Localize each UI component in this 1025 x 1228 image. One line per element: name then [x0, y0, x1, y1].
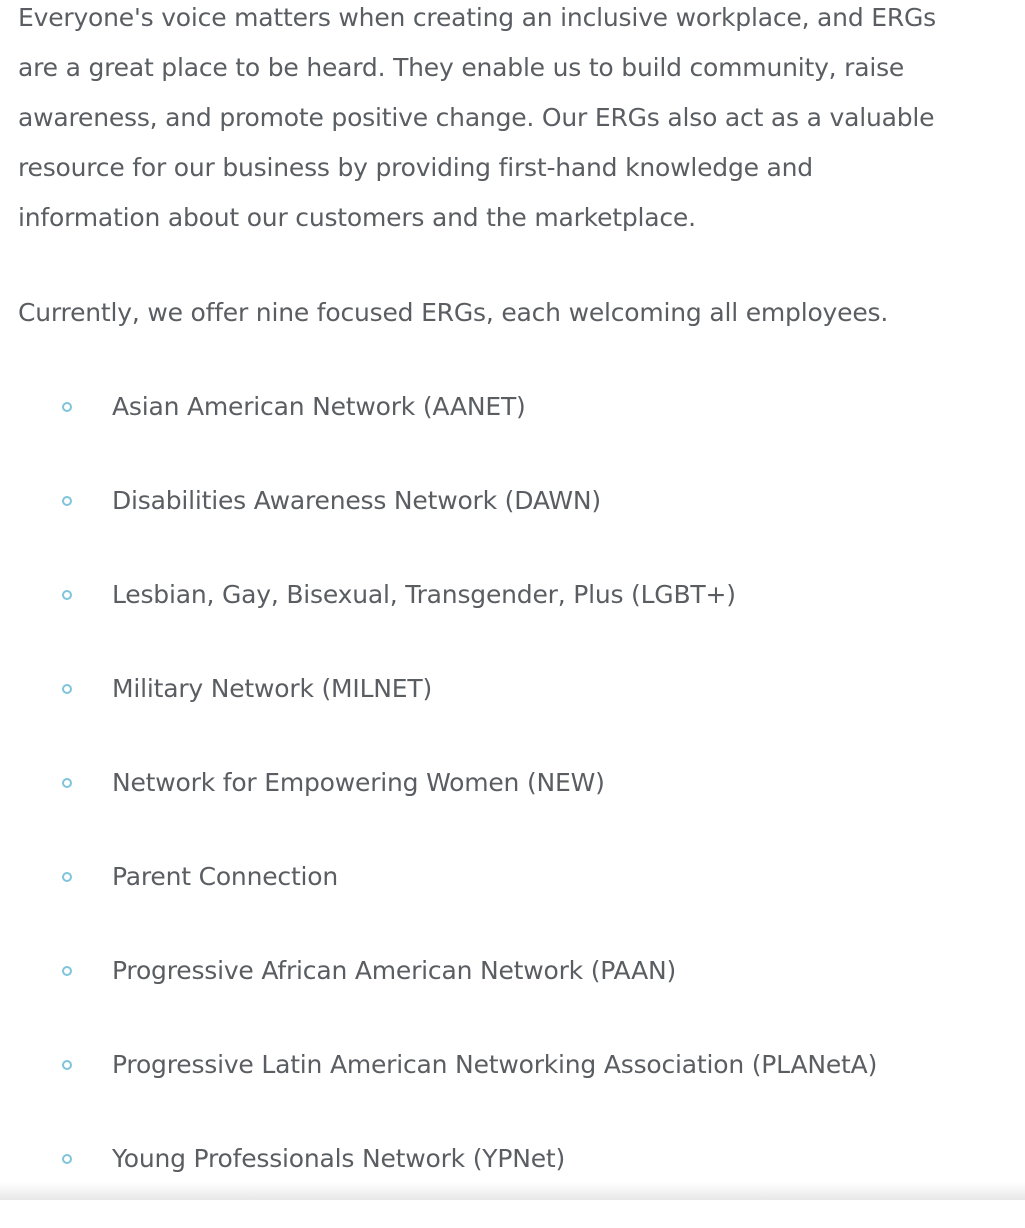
- list-item: [18, 570, 1008, 664]
- erg-list: [18, 382, 1008, 1228]
- circle-bullet-icon: [62, 1060, 72, 1070]
- circle-bullet-icon: [62, 966, 72, 976]
- circle-bullet-icon: [62, 590, 72, 600]
- erg-label: Progressive Latin American Networking Association (PLANetA): [112, 1050, 878, 1079]
- erg-label: Progressive African American Network (PAAN): [112, 956, 677, 985]
- intro-line: resource for our business by providing first-hand knowledge and: [18, 153, 813, 182]
- circle-bullet-icon: [62, 872, 72, 882]
- list-item: [18, 758, 1008, 852]
- list-item: [18, 664, 1008, 758]
- circle-bullet-icon: [62, 1154, 72, 1164]
- intro-line: are a great place to be heard. They enable us to build community, raise: [18, 53, 905, 82]
- list-item: [18, 382, 1008, 476]
- article-content: [18, 0, 1008, 1173]
- list-item: [18, 852, 1008, 946]
- intro-line: awareness, and promote positive change. Our ERGs also act as a valuable: [18, 103, 935, 132]
- erg-label: Network for Empowering Women (NEW): [112, 768, 605, 797]
- erg-label: Young Professionals Network (YPNet): [112, 1144, 566, 1173]
- circle-bullet-icon: [62, 402, 72, 412]
- erg-label: Military Network (MILNET): [112, 674, 433, 703]
- list-item: [18, 1040, 1008, 1134]
- erg-label: Asian American Network (AANET): [112, 392, 526, 421]
- intro-line: information about our customers and the marketplace.: [18, 203, 696, 232]
- circle-bullet-icon: [62, 684, 72, 694]
- summary-paragraph: Currently, we offer nine focused ERGs, each welcoming all employees.: [18, 298, 889, 327]
- list-item: [18, 1134, 1008, 1228]
- erg-label: Parent Connection: [112, 862, 339, 891]
- list-item: [18, 476, 1008, 570]
- erg-label: Disabilities Awareness Network (DAWN): [112, 486, 601, 515]
- intro-paragraph: [18, 0, 1008, 243]
- page-bottom-edge: [0, 1182, 1025, 1200]
- intro-line: Everyone's voice matters when creating an inclusive workplace, and ERGs: [18, 3, 937, 32]
- circle-bullet-icon: [62, 778, 72, 788]
- circle-bullet-icon: [62, 496, 72, 506]
- erg-label: Lesbian, Gay, Bisexual, Transgender, Plus (LGBT+): [112, 580, 736, 609]
- list-item: [18, 946, 1008, 1040]
